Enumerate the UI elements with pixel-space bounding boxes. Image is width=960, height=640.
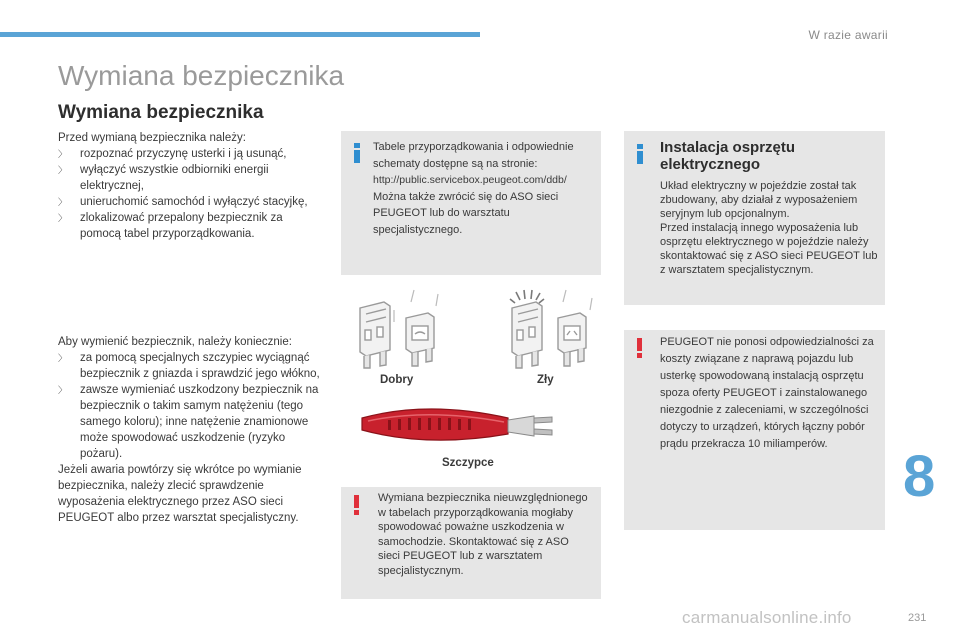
steps-block	[58, 334, 323, 526]
info-icon	[636, 144, 644, 164]
good-fuse-label: Dobry	[380, 374, 414, 386]
intro-lead: Przed wymianą bezpiecznika należy:	[58, 132, 246, 144]
chapter-number: 8	[903, 444, 936, 509]
page-title: Wymiana bezpiecznika	[58, 60, 345, 91]
list-item: 〉 za pomocą specjalnych szczypiec wyciągnąć bezpiecznik z gniazda i sprawdzić jego włókno,	[58, 352, 320, 380]
list-item: 〉 unieruchomić samochód i wyłączyć stacyjkę,	[58, 196, 308, 208]
steps-list	[58, 350, 323, 462]
bullet-icon: 〉	[58, 213, 68, 223]
warning-icon	[353, 495, 361, 515]
bullet-icon: 〉	[58, 385, 68, 395]
steps-lead: Aby wymienić bezpiecznik, należy koniecznie:	[58, 336, 292, 348]
fuse-warning-box	[341, 487, 601, 599]
steps-closing: Jeżeli awaria powtórzy się wkrótce po wymianie bezpiecznika, należy zlecić sprawdzenie wyposażenia elektrycznego przez ASO sieci PEUGEOT albo przez warsztat specjalistyczny.	[58, 464, 302, 524]
fuse-warning-text: Wymiana bezpiecznika nieuwzględnionego w tabelach przyporządkowania mogłaby spowodować poważne uszkodzenia w samochodzie. Skontaktować się z ASO sieci PEUGEOT lub z warsztatem specjalistycznym.	[378, 492, 588, 577]
bullet-icon: 〉	[58, 353, 68, 363]
good-fuse-illustration	[350, 288, 450, 372]
section-heading: Wymiana bezpiecznika	[58, 102, 264, 123]
page-number: 231	[908, 612, 927, 624]
header-accent-bar	[0, 32, 480, 37]
section-label: W razie awarii	[808, 28, 888, 42]
intro-block	[58, 130, 323, 242]
pliers-illustration	[358, 396, 558, 454]
watermark: carmanualsonline.info	[682, 608, 852, 627]
liability-warning-box	[624, 330, 885, 530]
intro-list	[58, 146, 323, 242]
install-text: Układ elektryczny w pojeździe został tak zbudowany, aby działał z wyposażeniem seryjnym lub opcjonalnym. Przed instalacją innego wyposażenia lub osprzętu elektrycznego w pojeździe należy skontaktować się z ASO sieci PEUGEOT lub z warsztatem specjalistycznym.	[660, 180, 878, 276]
list-item: 〉 zlokalizować przepalony bezpiecznik za pomocą tabel przyporządkowania.	[58, 212, 283, 240]
list-item: 〉 rozpoznać przyczynę usterki i ją usunąć,	[58, 148, 287, 160]
install-title: Instalacja osprzętu elektrycznego	[660, 139, 796, 173]
bullet-icon: 〉	[58, 197, 68, 207]
liability-warning-text: PEUGEOT nie ponosi odpowiedzialności za koszty związane z naprawą pojazdu lub usterkę spowodowaną instalacją osprzętu spoza oferty PEUGEOT i zainstalowanego niezgodnie z zaleceniami, w szczególności dotyczy to urządzeń, których łączny pobór prądu przekracza 10 miliamperów.	[660, 336, 874, 450]
tables-info-box	[341, 131, 601, 275]
bullet-icon: 〉	[58, 149, 68, 159]
bad-fuse-label: Zły	[537, 374, 554, 386]
bullet-icon: 〉	[58, 165, 68, 175]
tables-info-text: Tabele przyporządkowania i odpowiednie schematy dostępne są na stronie: http://public.servicebox.peugeot.com/ddb/ Można także zwrócić się do ASO sieci PEUGEOT lub do warsztatu specjalistycznego.	[373, 141, 574, 236]
list-item: 〉 wyłączyć wszystkie odbiorniki energii elektrycznej,	[58, 164, 269, 192]
info-icon	[353, 143, 361, 163]
pliers-label: Szczypce	[442, 457, 494, 469]
bad-fuse-illustration	[502, 288, 602, 372]
warning-icon	[636, 338, 644, 358]
servicebox-url: http://public.servicebox.peugeot.com/ddb/	[373, 174, 567, 186]
install-info-box	[624, 131, 885, 305]
list-item: 〉 zawsze wymieniać uszkodzony bezpiecznik na bezpiecznik o takim samym natężeniu (tego samego koloru); inne natężenie znamionowe może spowodować uszkodzenie (ryzyko pożaru).	[58, 384, 319, 460]
